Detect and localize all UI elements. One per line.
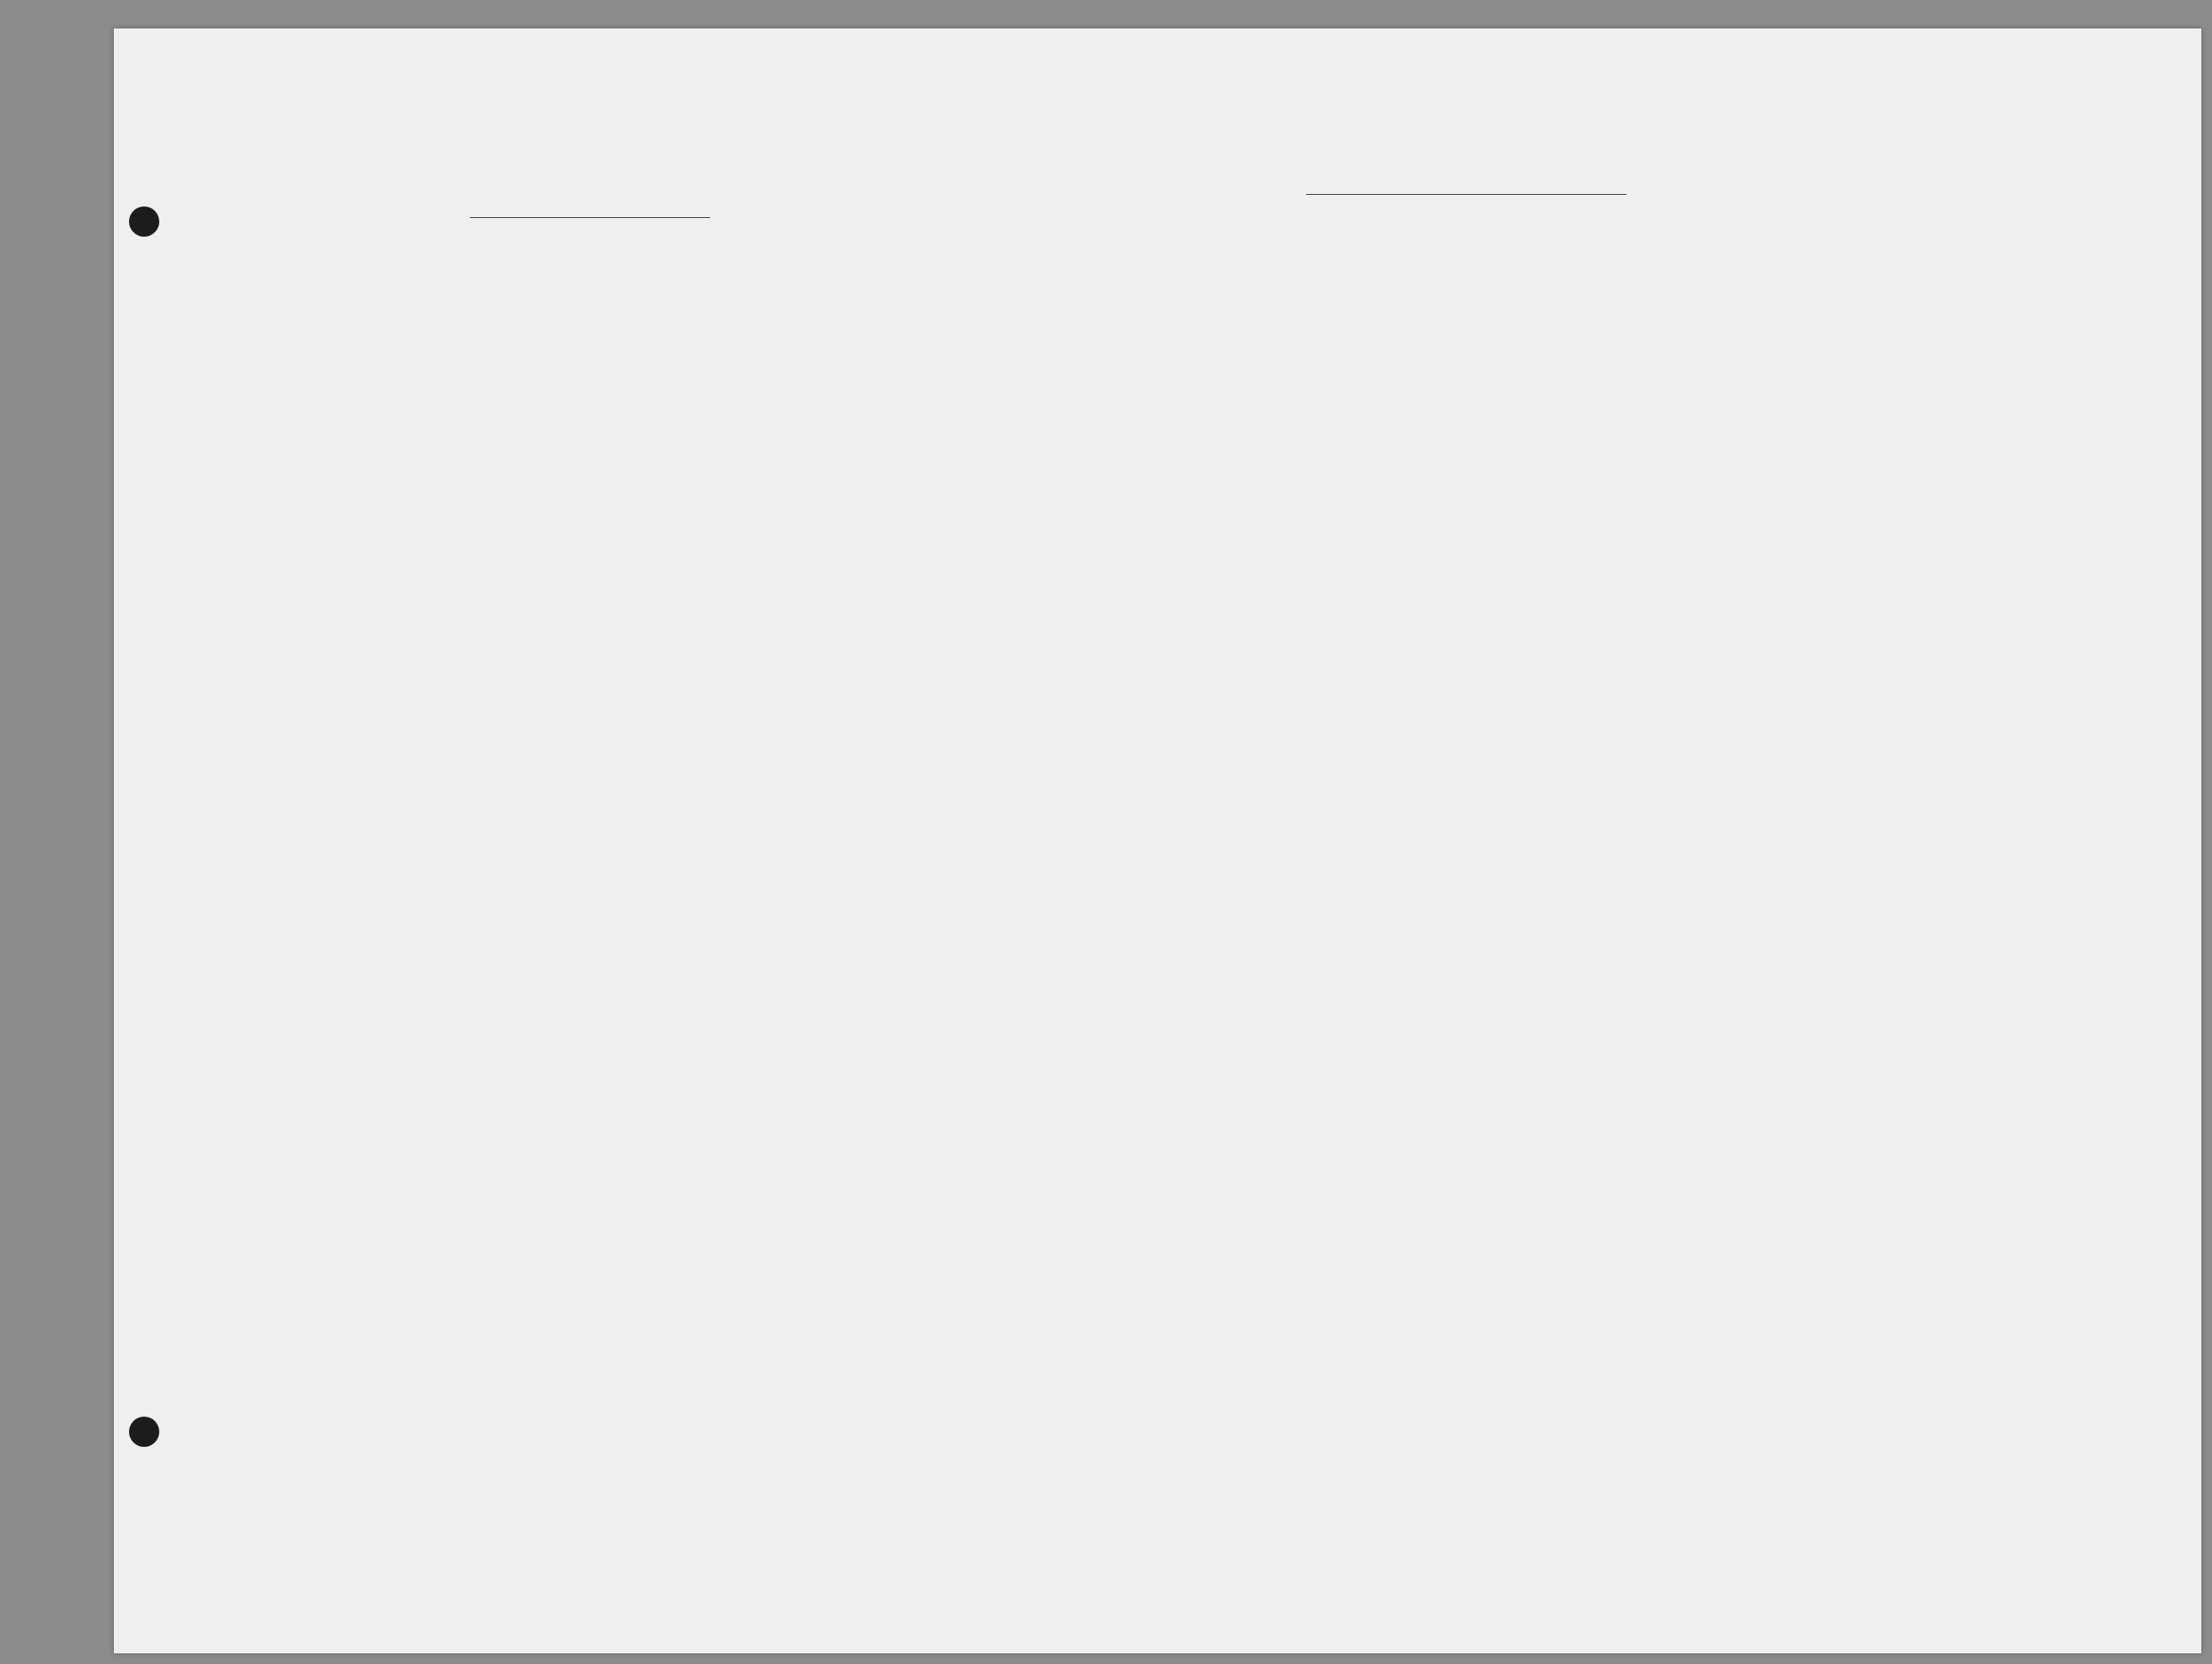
register-sheet — [114, 28, 2201, 1653]
register-grid — [114, 28, 2201, 1653]
binder-hole-bottom — [129, 1417, 159, 1447]
binder-hole-top — [129, 206, 159, 237]
